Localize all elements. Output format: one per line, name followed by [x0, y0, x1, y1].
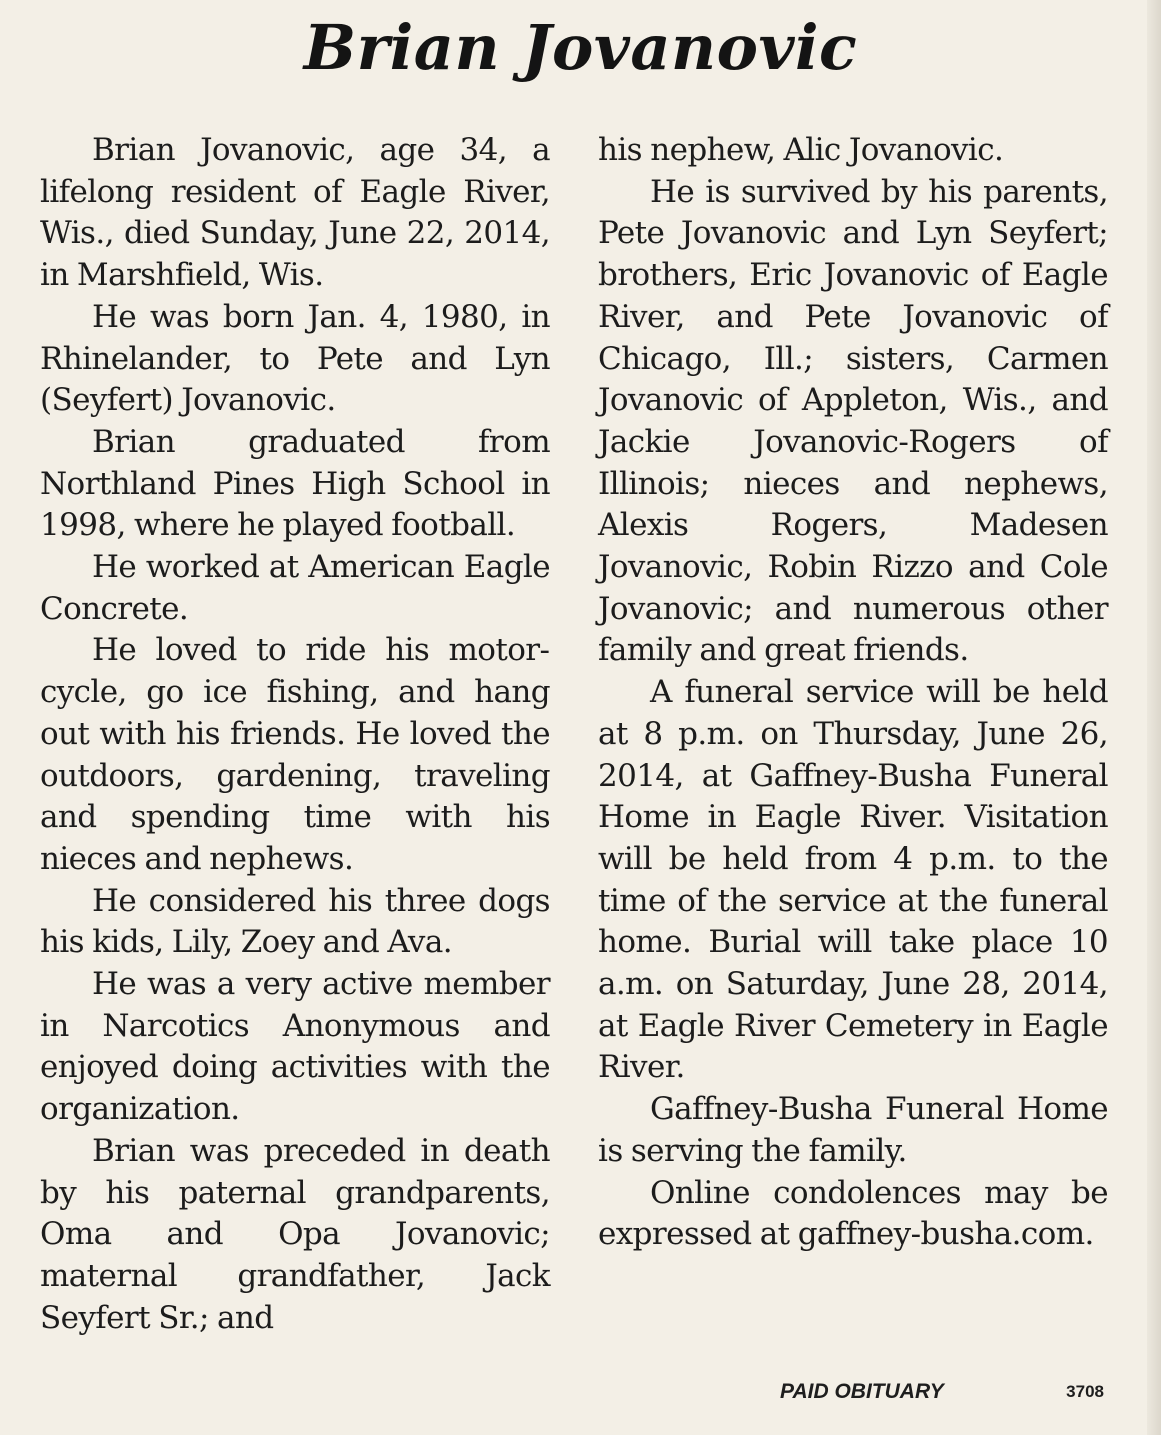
paragraph: He was a very active member in Narcotics Anonymous and enjoyed doing activities with the organization. [40, 966, 550, 1128]
ad-code: 3708 [1066, 1382, 1104, 1401]
paragraph: He was born Jan. 4, 1980, in Rhinelander, to Pete and Lyn (Seyfert) Jovanovic. [40, 298, 550, 419]
paid-obituary-label: PAID OBITUARY [780, 1380, 944, 1403]
paragraph: He considered his three dogs his kids, Lily, Zoey and Ava. [40, 882, 550, 961]
paragraph: Brian was preceded in death by his paternal grandparents, Oma and Opa Jovanovic; maternal grandfather, Jack Seyfert Sr.; and [40, 1132, 550, 1336]
paragraph: Online condolences may be expressed at gaffney-busha.com. [598, 1174, 1108, 1253]
paper-edge [1147, 0, 1161, 1435]
right-column [598, 130, 1108, 1256]
footer [598, 1380, 1108, 1410]
left-column [40, 130, 550, 1339]
paragraph: He loved to ride his motorcycle, go ice fishing, and hang out with his friends. He loved the outdoors, gardening, traveling and spending time with his nieces and nephews. [40, 632, 550, 877]
paragraph: A funeral service will be held at 8 p.m. on Thursday, June 26, 2014, at Gaffney-Busha Funeral Home in Eagle River. Visitation will be held from 4 p.m. to the time of the service at the funeral home. Burial will take place 10 a.m. on Saturday, June 28, 2014, at Eagle River Cemetery in Eagle River. [598, 674, 1108, 1086]
paragraph: Brian Jovanovic, age 34, a lifelong resident of Eagle River, Wis., died Sunday, June 22, 2014, in Marshfield, Wis. [40, 132, 550, 294]
paragraph: Gaffney-Busha Funeral Home is serving the family. [598, 1091, 1108, 1169]
obituary-title: Brian Jovanovic [303, 11, 858, 84]
paragraph: He worked at American Eagle Concrete. [40, 549, 550, 627]
paragraph-continuation: his nephew, Alic Jovanovic. [598, 132, 1004, 168]
paragraph: He is survived by his parents, Pete Jovanovic and Lyn Seyfert; brothers, Eric Jovanovic of Eagle River, and Pete Jovanovic of Chicago, Ill.; sisters, Carmen Jovanovic of Appleton, Wis., and Jackie Jovanovic-Rogers of Illinois; nieces and nephews, Alexis Rogers, Madesen Jovanovic, Robin Rizzo and Cole Jovanovic; and numerous other family and great friends. [598, 173, 1108, 669]
paragraph: Brian graduated from Northland Pines High School in 1998, where he played football. [40, 423, 550, 544]
